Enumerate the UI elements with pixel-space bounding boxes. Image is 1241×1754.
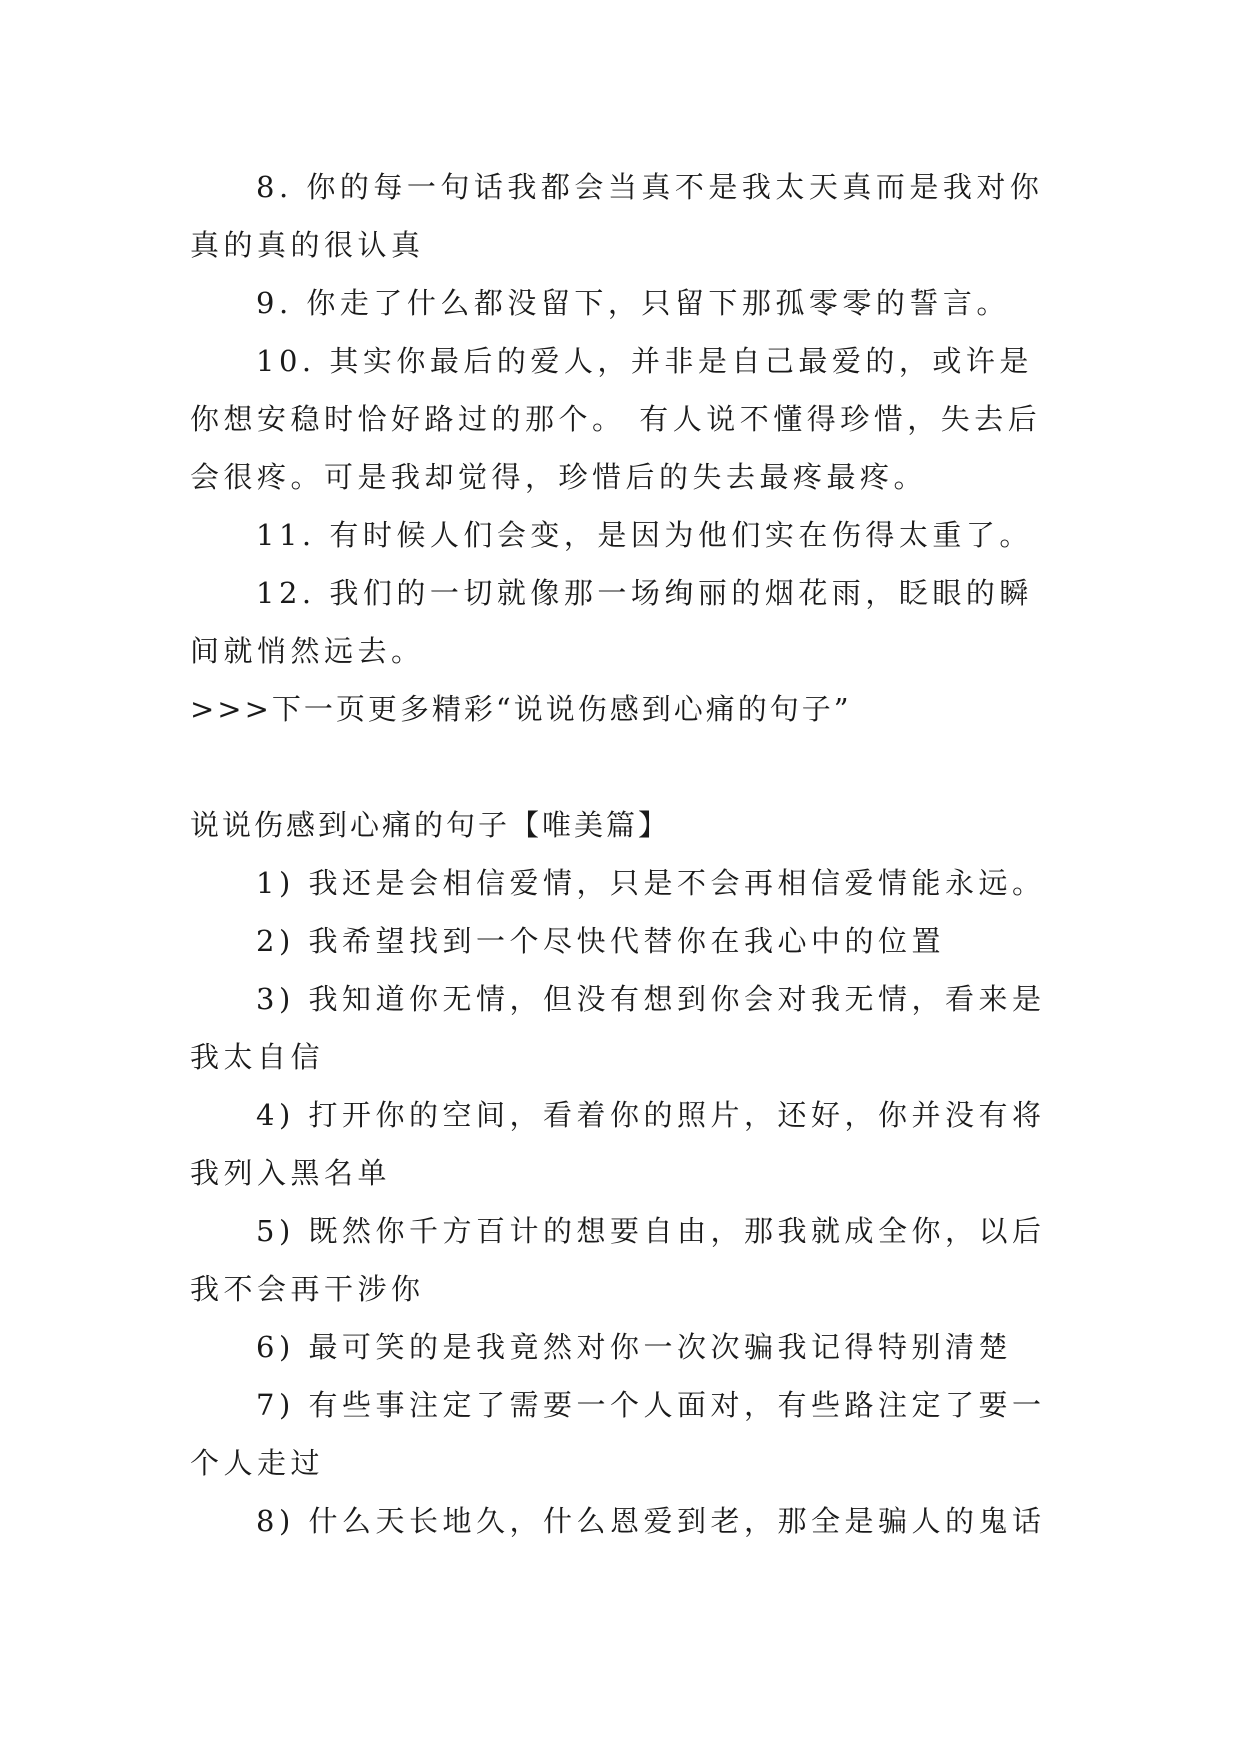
paragraph-item-11: 11. 有时候人们会变，是因为他们实在伤得太重了。 — [256, 518, 1033, 552]
list-item-8: 8) 什么天长地久，什么恩爱到老，那全是骗人的鬼话 — [256, 1504, 1046, 1538]
list-item-7: 7) 有些事注定了需要一个人面对，有些路注定了要一个人走过 — [190, 1388, 1046, 1480]
section-spacer — [190, 738, 1052, 796]
list-item-2: 2) 我希望找到一个尽快代替你在我心中的位置 — [256, 924, 945, 958]
document-body — [190, 158, 1052, 1550]
paragraph-item-10: 10. 其实你最后的爱人，并非是自己最爱的，或许是你想安稳时恰好路过的那个。 有人说不懂得珍惜，失去后会很疼。可是我却觉得，珍惜后的失去最疼最疼。 — [190, 344, 1042, 494]
paragraph-item-12: 12. 我们的一切就像那一场绚丽的烟花雨，眨眼的瞬间就悄然远去。 — [190, 576, 1033, 668]
list-item-3: 3) 我知道你无情，但没有想到你会对我无情，看来是我太自信 — [190, 982, 1046, 1074]
list-item-1: 1) 我还是会相信爱情，只是不会再相信爱情能永远。 — [256, 866, 1046, 900]
section-title: 说说伤感到心痛的句子【唯美篇】 — [190, 808, 671, 842]
paragraph-item-9: 9. 你走了什么都没留下，只留下那孤零零的誓言。 — [256, 286, 1010, 320]
list-item-5: 5) 既然你千方百计的想要自由，那我就成全你，以后我不会再干涉你 — [190, 1214, 1046, 1306]
paragraph-item-8: 8. 你的每一句话我都会当真不是我太天真而是我对你真的真的很认真 — [190, 170, 1044, 262]
list-item-6: 6) 最可笑的是我竟然对你一次次骗我记得特别清楚 — [256, 1330, 1012, 1364]
next-page-link[interactable]: >>>下一页更多精彩“说说伤感到心痛的句子” — [190, 692, 852, 726]
list-item-4: 4) 打开你的空间，看着你的照片，还好，你并没有将我列入黑名单 — [190, 1098, 1046, 1190]
